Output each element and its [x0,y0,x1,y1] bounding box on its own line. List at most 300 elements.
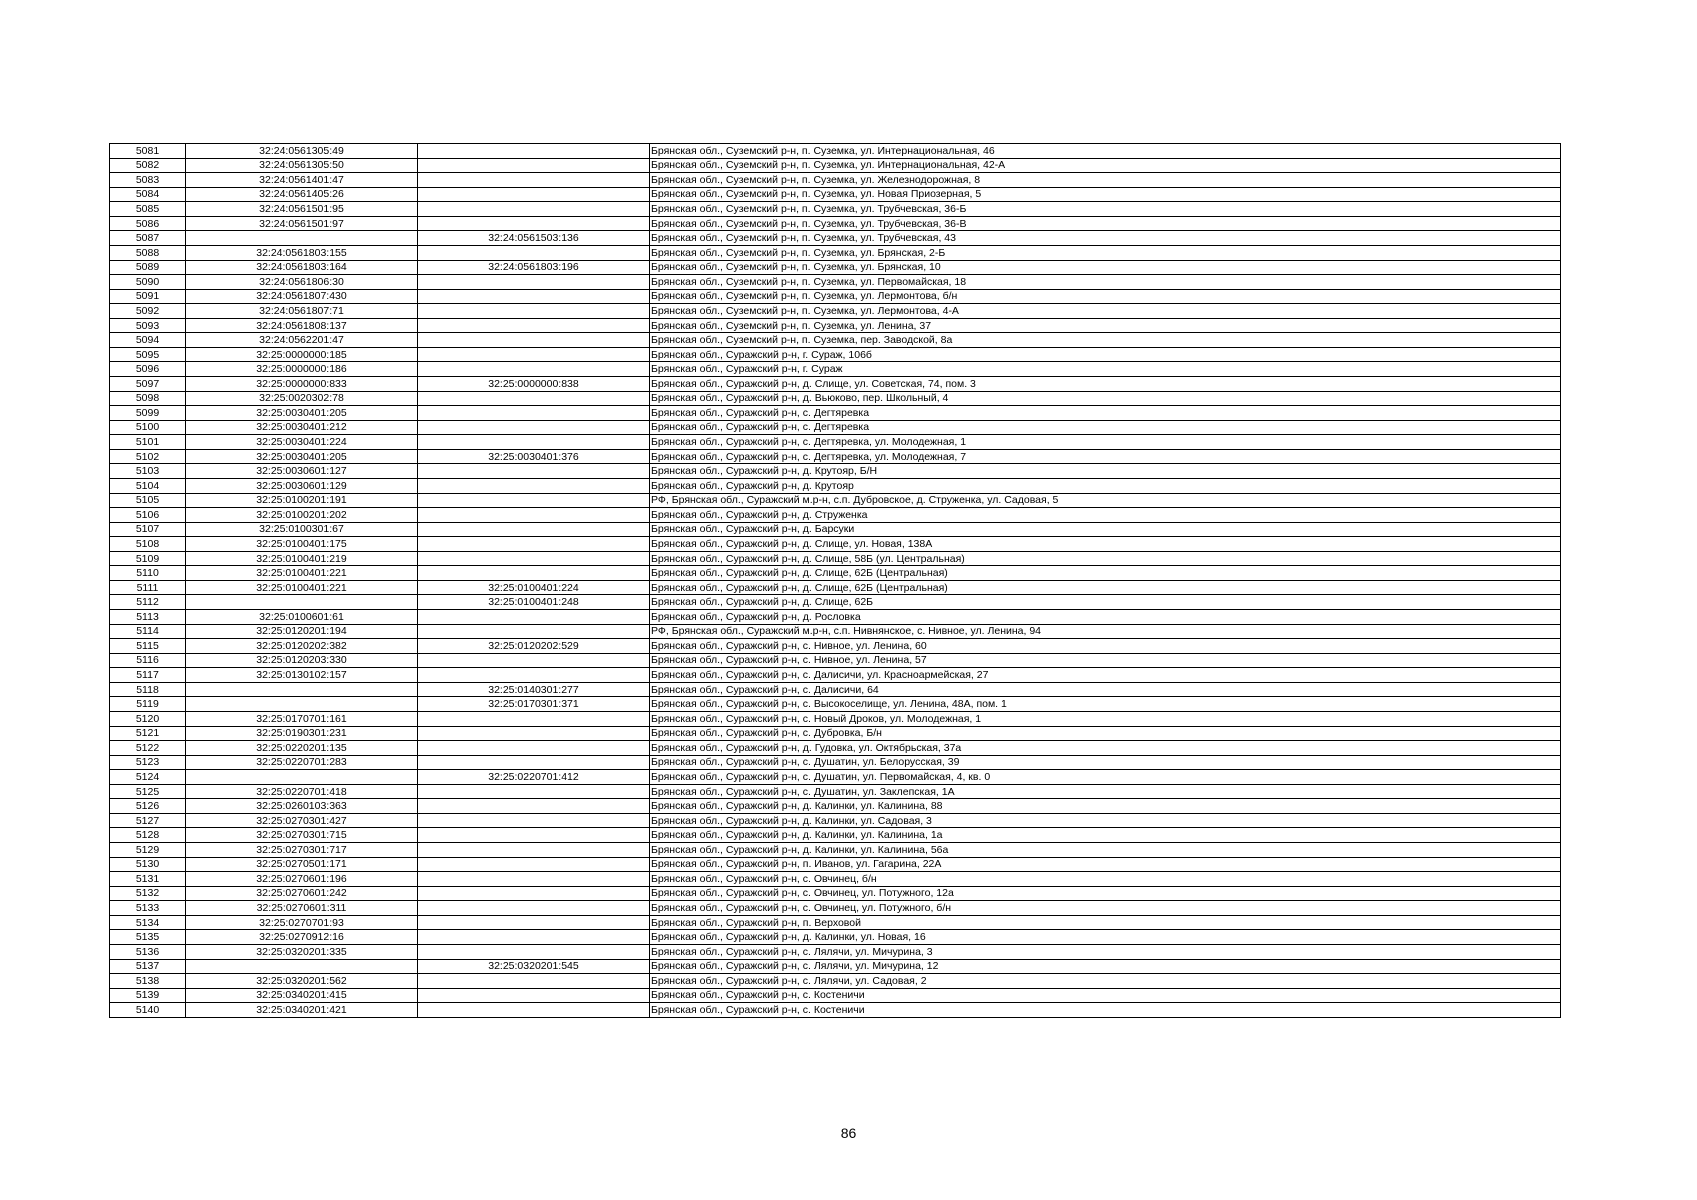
row-number-cell: 5103 [110,464,186,479]
row-number-cell: 5131 [110,872,186,887]
second-cadastral-number-cell [418,828,650,843]
row-number-cell: 5136 [110,944,186,959]
cadastral-number-cell: 32:25:0270501:171 [186,857,418,872]
table-row [110,464,1561,479]
second-cadastral-number-cell [418,522,650,537]
registry-table-body [110,144,1561,1018]
cadastral-number-cell: 32:25:0170701:161 [186,711,418,726]
cadastral-number-cell: 32:24:0561405:26 [186,187,418,202]
table-row [110,755,1561,770]
cadastral-number-cell: 32:25:0270301:427 [186,813,418,828]
table-row [110,406,1561,421]
table-row [110,901,1561,916]
row-number-cell: 5124 [110,770,186,785]
table-row [110,231,1561,246]
cadastral-number-cell: 32:25:0100401:221 [186,566,418,581]
second-cadastral-number-cell [418,755,650,770]
row-number-cell: 5120 [110,711,186,726]
second-cadastral-number-cell [418,610,650,625]
row-number-cell: 5127 [110,813,186,828]
cadastral-number-cell: 32:25:0100201:191 [186,493,418,508]
row-number-cell: 5081 [110,144,186,159]
address-cell: Брянская обл., Суражский р-н, с. Дегтяревка, ул. Молодежная, 7 [650,449,1561,464]
cadastral-number-cell: 32:25:0270601:311 [186,901,418,916]
table-row [110,595,1561,610]
cadastral-number-cell [186,770,418,785]
cadastral-number-cell: 32:25:0270912:16 [186,930,418,945]
table-row [110,202,1561,217]
row-number-cell: 5108 [110,537,186,552]
address-cell: Брянская обл., Суземский р-н, п. Суземка, ул. Трубчевская, 36-Б [650,202,1561,217]
second-cadastral-number-cell [418,289,650,304]
second-cadastral-number-cell [418,216,650,231]
address-cell: Брянская обл., Суражский р-н, с. Лялячи, ул. Мичурина, 3 [650,944,1561,959]
cadastral-number-cell: 32:25:0220701:418 [186,784,418,799]
table-row [110,289,1561,304]
row-number-cell: 5102 [110,449,186,464]
second-cadastral-number-cell [418,537,650,552]
cadastral-number-cell: 32:24:0561401:47 [186,173,418,188]
cadastral-number-cell: 32:25:0100201:202 [186,508,418,523]
second-cadastral-number-cell [418,187,650,202]
second-cadastral-number-cell: 32:25:0030401:376 [418,449,650,464]
cadastral-number-cell: 32:25:0120203:330 [186,653,418,668]
cadastral-number-cell: 32:24:0561806:30 [186,275,418,290]
address-cell: Брянская обл., Суражский р-н, с. Новый Дроков, ул. Молодежная, 1 [650,711,1561,726]
row-number-cell: 5093 [110,318,186,333]
row-number-cell: 5121 [110,726,186,741]
address-cell: Брянская обл., Суражский р-н, д. Слище, 62Б (Центральная) [650,580,1561,595]
table-row [110,697,1561,712]
second-cadastral-number-cell [418,915,650,930]
second-cadastral-number-cell: 32:25:0100401:248 [418,595,650,610]
table-row [110,653,1561,668]
second-cadastral-number-cell [418,391,650,406]
table-row [110,580,1561,595]
table-row [110,813,1561,828]
second-cadastral-number-cell [418,813,650,828]
table-row [110,537,1561,552]
address-cell: Брянская обл., Суражский р-н, с. Дегтяревка, ул. Молодежная, 1 [650,435,1561,450]
address-cell: Брянская обл., Суражский р-н, с. Душатин, ул. Белорусская, 39 [650,755,1561,770]
cadastral-number-cell: 32:25:0270601:242 [186,886,418,901]
cadastral-number-cell: 32:24:0561501:95 [186,202,418,217]
row-number-cell: 5129 [110,843,186,858]
second-cadastral-number-cell [418,420,650,435]
cadastral-number-cell: 32:25:0270301:715 [186,828,418,843]
table-row [110,304,1561,319]
cadastral-number-cell [186,595,418,610]
cadastral-number-cell: 32:25:0270601:196 [186,872,418,887]
table-row [110,726,1561,741]
cadastral-number-cell: 32:25:0340201:415 [186,988,418,1003]
cadastral-number-cell: 32:25:0100301:67 [186,522,418,537]
second-cadastral-number-cell [418,843,650,858]
address-cell: Брянская обл., Суражский р-н, с. Нивное, ул. Ленина, 57 [650,653,1561,668]
address-cell: Брянская обл., Суражский р-н, г. Сураж [650,362,1561,377]
cadastral-number-cell: 32:25:0030401:205 [186,449,418,464]
address-cell: Брянская обл., Суражский р-н, д. Крутояр, Б/Н [650,464,1561,479]
second-cadastral-number-cell [418,872,650,887]
second-cadastral-number-cell [418,158,650,173]
table-row [110,988,1561,1003]
second-cadastral-number-cell [418,799,650,814]
table-row [110,158,1561,173]
address-cell: Брянская обл., Суражский р-н, с. Дегтяревка [650,406,1561,421]
row-number-cell: 5122 [110,741,186,756]
row-number-cell: 5133 [110,901,186,916]
cadastral-number-cell [186,682,418,697]
row-number-cell: 5110 [110,566,186,581]
address-cell: РФ, Брянская обл., Суражский м.р-н, с.п. Дубровское, д. Струженка, ул. Садовая, 5 [650,493,1561,508]
address-cell: Брянская обл., Суземский р-н, п. Суземка, ул. Первомайская, 18 [650,275,1561,290]
address-cell: Брянская обл., Суражский р-н, с. Костеничи [650,1003,1561,1018]
table-row [110,784,1561,799]
second-cadastral-number-cell [418,741,650,756]
address-cell: Брянская обл., Суземский р-н, п. Суземка, ул. Интернациональная, 46 [650,144,1561,159]
address-cell: Брянская обл., Суземский р-н, п. Суземка, ул. Лермонтова, 4-А [650,304,1561,319]
table-row [110,318,1561,333]
second-cadastral-number-cell: 32:24:0561803:196 [418,260,650,275]
cadastral-number-cell: 32:25:0120201:194 [186,624,418,639]
second-cadastral-number-cell [418,245,650,260]
address-cell: Брянская обл., Суражский р-н, с. Лялячи, ул. Мичурина, 12 [650,959,1561,974]
second-cadastral-number-cell [418,1003,650,1018]
table-row [110,915,1561,930]
row-number-cell: 5086 [110,216,186,231]
second-cadastral-number-cell [418,144,650,159]
second-cadastral-number-cell [418,857,650,872]
table-row [110,551,1561,566]
address-cell: Брянская обл., Суземский р-н, п. Суземка, ул. Трубчевская, 36-В [650,216,1561,231]
row-number-cell: 5134 [110,915,186,930]
row-number-cell: 5101 [110,435,186,450]
address-cell: Брянская обл., Суражский р-н, д. Слище, 62Б (Центральная) [650,566,1561,581]
second-cadastral-number-cell [418,711,650,726]
table-row [110,828,1561,843]
second-cadastral-number-cell [418,944,650,959]
address-cell: Брянская обл., Суражский р-н, с. Овчинец, ул. Потужного, б/н [650,901,1561,916]
table-row [110,799,1561,814]
table-row [110,566,1561,581]
address-cell: Брянская обл., Суземский р-н, п. Суземка, ул. Лермонтова, б/н [650,289,1561,304]
cadastral-number-cell: 32:25:0000000:185 [186,347,418,362]
address-cell: Брянская обл., Суземский р-н, п. Суземка, ул. Интернациональная, 42-А [650,158,1561,173]
second-cadastral-number-cell [418,318,650,333]
table-row [110,711,1561,726]
address-cell: Брянская обл., Суземский р-н, п. Суземка, ул. Брянская, 10 [650,260,1561,275]
row-number-cell: 5125 [110,784,186,799]
second-cadastral-number-cell: 32:25:0170301:371 [418,697,650,712]
row-number-cell: 5100 [110,420,186,435]
second-cadastral-number-cell [418,347,650,362]
cadastral-number-cell [186,231,418,246]
row-number-cell: 5090 [110,275,186,290]
row-number-cell: 5085 [110,202,186,217]
second-cadastral-number-cell [418,901,650,916]
cadastral-number-cell: 32:25:0260103:363 [186,799,418,814]
cadastral-number-cell: 32:25:0100601:61 [186,610,418,625]
table-row [110,260,1561,275]
second-cadastral-number-cell [418,784,650,799]
table-row [110,275,1561,290]
second-cadastral-number-cell: 32:24:0561503:136 [418,231,650,246]
address-cell: Брянская обл., Суражский р-н, с. Душатин, ул. Заклепская, 1А [650,784,1561,799]
address-cell: Брянская обл., Суражский р-н, с. Овчинец, б/н [650,872,1561,887]
row-number-cell: 5139 [110,988,186,1003]
table-row [110,770,1561,785]
second-cadastral-number-cell [418,653,650,668]
address-cell: Брянская обл., Суражский р-н, с. Далисичи, ул. Красноармейская, 27 [650,668,1561,683]
address-cell: Брянская обл., Суражский р-н, с. Лялячи, ул. Садовая, 2 [650,974,1561,989]
table-row [110,930,1561,945]
address-cell: Брянская обл., Суражский р-н, д. Слище, 58Б (ул. Центральная) [650,551,1561,566]
second-cadastral-number-cell [418,275,650,290]
table-row [110,377,1561,392]
second-cadastral-number-cell [418,624,650,639]
address-cell: Брянская обл., Суземский р-н, п. Суземка, ул. Железнодорожная, 8 [650,173,1561,188]
second-cadastral-number-cell [418,886,650,901]
row-number-cell: 5106 [110,508,186,523]
table-row [110,872,1561,887]
table-row [110,974,1561,989]
table-row [110,173,1561,188]
table-row [110,187,1561,202]
address-cell: Брянская обл., Суражский р-н, д. Гудовка, ул. Октябрьская, 37а [650,741,1561,756]
row-number-cell: 5087 [110,231,186,246]
second-cadastral-number-cell [418,988,650,1003]
table-row [110,1003,1561,1018]
table-row [110,362,1561,377]
second-cadastral-number-cell: 32:25:0100401:224 [418,580,650,595]
second-cadastral-number-cell: 32:25:0140301:277 [418,682,650,697]
cadastral-number-cell: 32:24:0561807:430 [186,289,418,304]
address-cell: Брянская обл., Суражский р-н, д. Рословка [650,610,1561,625]
table-row [110,144,1561,159]
cadastral-number-cell: 32:25:0000000:186 [186,362,418,377]
row-number-cell: 5094 [110,333,186,348]
address-cell: Брянская обл., Суражский р-н, г. Сураж, 106б [650,347,1561,362]
row-number-cell: 5107 [110,522,186,537]
table-row [110,668,1561,683]
second-cadastral-number-cell [418,974,650,989]
table-row [110,682,1561,697]
row-number-cell: 5128 [110,828,186,843]
cadastral-number-cell: 32:25:0190301:231 [186,726,418,741]
table-row [110,857,1561,872]
table-row [110,449,1561,464]
address-cell: Брянская обл., Суражский р-н, п. Иванов, ул. Гагарина, 22А [650,857,1561,872]
address-cell: Брянская обл., Суземский р-н, п. Суземка, ул. Ленина, 37 [650,318,1561,333]
row-number-cell: 5082 [110,158,186,173]
address-cell: Брянская обл., Суражский р-н, д. Крутояр [650,478,1561,493]
cadastral-number-cell: 32:25:0130102:157 [186,668,418,683]
address-cell: Брянская обл., Суражский р-н, с. Дубровка, Б/н [650,726,1561,741]
table-row [110,508,1561,523]
cadastral-number-cell: 32:25:0030401:205 [186,406,418,421]
table-row [110,639,1561,654]
address-cell: Брянская обл., Суражский р-н, д. Калинки, ул. Калинина, 56а [650,843,1561,858]
row-number-cell: 5091 [110,289,186,304]
cadastral-number-cell: 32:25:0030401:224 [186,435,418,450]
second-cadastral-number-cell [418,668,650,683]
row-number-cell: 5104 [110,478,186,493]
row-number-cell: 5116 [110,653,186,668]
address-cell: РФ, Брянская обл., Суражский м.р-н, с.п. Нивнянское, с. Нивное, ул. Ленина, 94 [650,624,1561,639]
cadastral-number-cell [186,959,418,974]
table-row [110,886,1561,901]
address-cell: Брянская обл., Суражский р-н, д. Калинки, ул. Новая, 16 [650,930,1561,945]
row-number-cell: 5123 [110,755,186,770]
table-row [110,944,1561,959]
cadastral-number-cell: 32:24:0561803:164 [186,260,418,275]
row-number-cell: 5092 [110,304,186,319]
row-number-cell: 5137 [110,959,186,974]
cadastral-number-cell: 32:25:0270701:93 [186,915,418,930]
second-cadastral-number-cell [418,930,650,945]
table-row [110,245,1561,260]
address-cell: Брянская обл., Суражский р-н, д. Слище, ул. Новая, 138А [650,537,1561,552]
address-cell: Брянская обл., Суражский р-н, д. Струженка [650,508,1561,523]
row-number-cell: 5105 [110,493,186,508]
row-number-cell: 5114 [110,624,186,639]
second-cadastral-number-cell: 32:25:0000000:838 [418,377,650,392]
cadastral-number-cell: 32:25:0220201:135 [186,741,418,756]
cadastral-number-cell: 32:24:0561803:155 [186,245,418,260]
address-cell: Брянская обл., Суражский р-н, д. Калинки, ул. Садовая, 3 [650,813,1561,828]
second-cadastral-number-cell: 32:25:0220701:412 [418,770,650,785]
row-number-cell: 5109 [110,551,186,566]
address-cell: Брянская обл., Суражский р-н, с. Овчинец, ул. Потужного, 12а [650,886,1561,901]
table-row [110,959,1561,974]
row-number-cell: 5132 [110,886,186,901]
cadastral-number-cell: 32:25:0030601:127 [186,464,418,479]
row-number-cell: 5099 [110,406,186,421]
second-cadastral-number-cell [418,493,650,508]
row-number-cell: 5095 [110,347,186,362]
registry-table [109,143,1561,1018]
second-cadastral-number-cell [418,566,650,581]
second-cadastral-number-cell [418,478,650,493]
table-row [110,624,1561,639]
cadastral-number-cell: 32:25:0000000:833 [186,377,418,392]
address-cell: Брянская обл., Суражский р-н, д. Слище, ул. Советская, 74, пом. 3 [650,377,1561,392]
table-row [110,391,1561,406]
table-row [110,420,1561,435]
cadastral-number-cell: 32:24:0562201:47 [186,333,418,348]
table-row [110,347,1561,362]
second-cadastral-number-cell [418,726,650,741]
row-number-cell: 5140 [110,1003,186,1018]
table-row [110,610,1561,625]
table-row [110,741,1561,756]
cadastral-number-cell: 32:25:0030401:212 [186,420,418,435]
address-cell: Брянская обл., Суражский р-н, д. Калинки, ул. Калинина, 88 [650,799,1561,814]
row-number-cell: 5097 [110,377,186,392]
table-row [110,478,1561,493]
row-number-cell: 5126 [110,799,186,814]
second-cadastral-number-cell: 32:25:0320201:545 [418,959,650,974]
table-row [110,216,1561,231]
table-row [110,843,1561,858]
address-cell: Брянская обл., Суражский р-н, д. Вьюково, пер. Школьный, 4 [650,391,1561,406]
row-number-cell: 5089 [110,260,186,275]
cadastral-number-cell: 32:25:0320201:335 [186,944,418,959]
cadastral-number-cell: 32:24:0561501:97 [186,216,418,231]
row-number-cell: 5135 [110,930,186,945]
second-cadastral-number-cell [418,333,650,348]
table-row [110,522,1561,537]
address-cell: Брянская обл., Суражский р-н, с. Костеничи [650,988,1561,1003]
address-cell: Брянская обл., Суражский р-н, с. Высокоселище, ул. Ленина, 48А, пом. 1 [650,697,1561,712]
cadastral-number-cell: 32:25:0320201:562 [186,974,418,989]
cadastral-number-cell: 32:25:0100401:175 [186,537,418,552]
cadastral-number-cell: 32:25:0220701:283 [186,755,418,770]
row-number-cell: 5117 [110,668,186,683]
address-cell: Брянская обл., Суражский р-н, д. Калинки, ул. Калинина, 1а [650,828,1561,843]
second-cadastral-number-cell [418,173,650,188]
address-cell: Брянская обл., Суражский р-н, д. Барсуки [650,522,1561,537]
cadastral-number-cell: 32:25:0020302:78 [186,391,418,406]
address-cell: Брянская обл., Суражский р-н, с. Дегтяревка [650,420,1561,435]
cadastral-number-cell [186,697,418,712]
row-number-cell: 5130 [110,857,186,872]
second-cadastral-number-cell [418,508,650,523]
address-cell: Брянская обл., Суражский р-н, с. Далисичи, 64 [650,682,1561,697]
address-cell: Брянская обл., Суземский р-н, п. Суземка, ул. Трубчевская, 43 [650,231,1561,246]
cadastral-number-cell: 32:25:0100401:219 [186,551,418,566]
cadastral-number-cell: 32:25:0120202:382 [186,639,418,654]
row-number-cell: 5083 [110,173,186,188]
cadastral-number-cell: 32:24:0561305:50 [186,158,418,173]
address-cell: Брянская обл., Суражский р-н, д. Слище, 62Б [650,595,1561,610]
second-cadastral-number-cell [418,304,650,319]
address-cell: Брянская обл., Суземский р-н, п. Суземка, ул. Брянская, 2-Б [650,245,1561,260]
table-row [110,493,1561,508]
cadastral-number-cell: 32:24:0561807:71 [186,304,418,319]
second-cadastral-number-cell [418,406,650,421]
address-cell: Брянская обл., Суражский р-н, с. Нивное, ул. Ленина, 60 [650,639,1561,654]
table-row [110,333,1561,348]
second-cadastral-number-cell [418,362,650,377]
row-number-cell: 5112 [110,595,186,610]
cadastral-number-cell: 32:24:0561808:137 [186,318,418,333]
cadastral-number-cell: 32:25:0030601:129 [186,478,418,493]
address-cell: Брянская обл., Суземский р-н, п. Суземка, ул. Новая Приозерная, 5 [650,187,1561,202]
second-cadastral-number-cell [418,464,650,479]
address-cell: Брянская обл., Суземский р-н, п. Суземка, пер. Заводской, 8а [650,333,1561,348]
row-number-cell: 5118 [110,682,186,697]
second-cadastral-number-cell [418,435,650,450]
row-number-cell: 5088 [110,245,186,260]
row-number-cell: 5138 [110,974,186,989]
address-cell: Брянская обл., Суражский р-н, с. Душатин, ул. Первомайская, 4, кв. 0 [650,770,1561,785]
table-row [110,435,1561,450]
row-number-cell: 5113 [110,610,186,625]
address-cell: Брянская обл., Суражский р-н, п. Верховой [650,915,1561,930]
row-number-cell: 5111 [110,580,186,595]
row-number-cell: 5096 [110,362,186,377]
cadastral-number-cell: 32:25:0270301:717 [186,843,418,858]
row-number-cell: 5119 [110,697,186,712]
second-cadastral-number-cell [418,551,650,566]
cadastral-number-cell: 32:25:0100401:221 [186,580,418,595]
row-number-cell: 5115 [110,639,186,654]
cadastral-number-cell: 32:24:0561305:49 [186,144,418,159]
row-number-cell: 5098 [110,391,186,406]
second-cadastral-number-cell: 32:25:0120202:529 [418,639,650,654]
second-cadastral-number-cell [418,202,650,217]
